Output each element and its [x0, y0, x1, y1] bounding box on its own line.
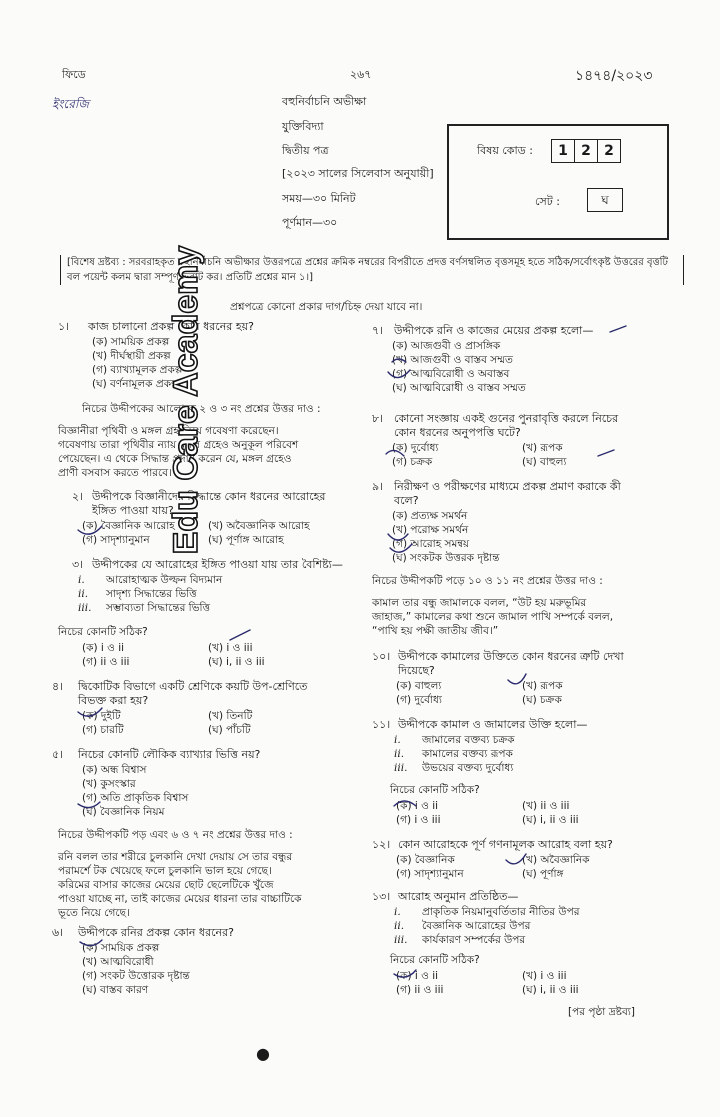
stimulus-line: পেয়েছেন। এ থেকে সিদ্ধান্ত প্রদান করেন যে, মঙ্গল গ্রহেও	[58, 453, 292, 465]
pen-circle-mark	[388, 534, 408, 540]
question-text: নিচের কোনটি লৌকিক ব্যাখ্যার ভিত্তি নয়?	[78, 748, 261, 761]
subject-name: যুক্তিবিদ্যা	[282, 120, 324, 133]
option-a: (ক) বৈজ্ঞানিক	[396, 854, 455, 866]
stimulus-title: নিচের উদ্দীপকটি পড়ে ১০ ও ১১ নং প্রশ্নের উত্তর দাও :	[372, 575, 603, 587]
question-text: কাজ চালানো প্রকল্প কোন ধরনের হয়?	[88, 320, 254, 333]
option-b: (খ) আত্মবিরোধী	[82, 956, 154, 968]
code-digit: 2	[574, 139, 598, 163]
option-c: (গ) ব্যাখ্যামূলক প্রকল্প	[92, 364, 183, 376]
option-d: (ঘ) বৈজ্ঞানিক নিয়ম	[82, 806, 165, 818]
question-number: ১।	[58, 320, 70, 333]
option-d: (ঘ) বাস্তব কারণ	[82, 984, 149, 996]
which-correct: নিচের কোনটি সঠিক?	[58, 626, 148, 638]
option-b: (খ) রূপক	[522, 680, 563, 692]
stimulus-line: বিজ্ঞানীরা পৃথিবী ও মঙ্গল গ্রহ নিয়ে গবেষণা করেছেন।	[58, 425, 279, 437]
pen-circle-mark	[394, 801, 416, 806]
option-c: (গ) সাদৃশ্যানুমান	[396, 868, 464, 880]
subject-code-label: বিষয় কোড :	[477, 144, 533, 157]
syllabus-note: [২০২৩ সালের সিলেবাস অনুযায়ী]	[282, 167, 434, 180]
option-c: (গ) ii ও iii	[396, 984, 444, 996]
option-a: (ক) আজগুবী ও প্রাসঙ্গিক	[392, 340, 501, 352]
question-number: ১০।	[372, 650, 391, 663]
option-a: (ক) বৈজ্ঞানিক আরোহ	[82, 520, 175, 532]
option-a: (ক) অন্ধ বিশ্বাস	[82, 764, 147, 776]
question-number: ৭।	[372, 324, 384, 337]
statement-number: i.	[394, 734, 401, 746]
option-b: (খ) দীর্ঘস্থায়ী প্রকল্প	[92, 350, 171, 362]
option-d: (ঘ) সংকটক উত্তরক দৃষ্টান্ত	[392, 552, 500, 564]
question-text: দ্বিকোটিক বিভাগে একটি শ্রেণিকে কয়টি উপ-শ্রেণিতে	[78, 680, 308, 693]
pen-circle-mark	[394, 970, 416, 977]
option-a: (ক) দুইটি	[82, 710, 121, 722]
statement: আরোহাত্মক উল্ফন বিদ্যমান	[106, 574, 223, 586]
question-text: কোনো সংজ্ঞায় একই গুনের পুনরাবৃত্তি করলে নিচের	[394, 412, 619, 425]
stimulus-line: পরামর্শে টক খেয়েছে ফলে চুলকানি ভাল হয়ে গেছে।	[58, 865, 272, 877]
question-number: ১২।	[372, 838, 391, 851]
statement-number: iii.	[394, 934, 408, 946]
pen-circle-mark	[388, 370, 410, 378]
option-a: (ক) দুর্বোধ্য	[392, 442, 439, 454]
option-c: (গ) i ও iii	[396, 814, 441, 826]
option-c: (গ) দুর্বোধ্য	[396, 694, 442, 706]
option-d: (ঘ) বর্ণনামূলক প্রকল্প	[92, 378, 179, 390]
question-text: নিরীক্ষণ ও পরীক্ষণের মাধ্যমে প্রকল্প প্রমাণ করাকে কী	[394, 480, 621, 493]
code-digit: 2	[597, 139, 621, 163]
question-text: উদ্দীপকে বিজ্ঞানীদের সিদ্ধান্তে কোন ধরনের আরোহের	[92, 490, 326, 503]
option-d: (ঘ) পাঁচটি	[208, 724, 251, 736]
question-text: ইঙ্গিত পাওয়া যায়?	[92, 504, 174, 517]
statement: জামালের বক্তব্য চক্রক	[422, 734, 515, 746]
question-text: আরোহ অনুমান প্রতিষ্ঠিত—	[398, 890, 519, 903]
question-text: উদ্দীপকে রনির প্রকল্প কোন ধরনের?	[78, 926, 235, 939]
question-number: ১১।	[372, 718, 391, 731]
statement-number: ii.	[394, 920, 405, 932]
stimulus-line: “পাখি হয় পক্ষী জাতীয় জীব।”	[372, 625, 499, 637]
option-c: (গ) আত্মবিরোধী ও অবাস্তব	[392, 368, 510, 380]
statement: কার্যকারণ সম্পর্কের উপর	[422, 934, 526, 946]
option-b: (খ) রূপক	[522, 442, 563, 454]
stimulus-line: করিমের বাসার কাজের মেয়ের ছোট ছেলেটিকে খুঁজে	[58, 879, 274, 891]
option-c: (গ) ii ও iii	[82, 656, 130, 668]
next-page-note: [পর পৃষ্ঠা দ্রষ্টব্য]	[568, 1006, 635, 1018]
which-correct: নিচের কোনটি সঠিক?	[390, 784, 480, 796]
question-text: দিয়েছে?	[398, 664, 435, 677]
time-limit: সময়—৩০ মিনিট	[282, 192, 356, 205]
option-b: (খ) অবৈজ্ঞানিক	[522, 854, 590, 866]
exam-code: ১৪৭৪/২০২৩	[575, 68, 653, 84]
page-center-number: ২৬৭	[350, 68, 372, 81]
which-correct: নিচের কোনটি সঠিক?	[390, 954, 480, 966]
stimulus-line: কামাল তার বন্ধু জামালকে বলল, “উট হয় মরুভূমির	[372, 597, 587, 609]
option-d: (ঘ) আত্মবিরোধী ও বাস্তব সম্মত	[392, 382, 526, 394]
pen-circle-mark	[392, 359, 406, 362]
option-d: (ঘ) i, ii ও iii	[208, 656, 265, 668]
statement-number: ii.	[394, 748, 405, 760]
option-d: (ঘ) বাহুল্য	[522, 456, 567, 468]
question-text: উদ্দীপকে রনি ও কাজের মেয়ের প্রকল্প হলো—	[394, 324, 594, 337]
statement: প্রাকৃতিক নিয়মানুবর্তিতার নীতির উপর	[422, 906, 580, 918]
statement-number: i.	[78, 574, 85, 586]
pen-circle-mark	[386, 450, 404, 456]
question-text: উদ্দীপকে কামাল ও জামালের উক্তি হলো—	[398, 718, 588, 731]
no-mark-warning: প্রশ্নপত্রে কোনো প্রকার দাগ/চিহ্ন দেয়া যাবে না।	[230, 301, 423, 313]
option-a: (ক) বাহুল্য	[396, 680, 442, 692]
question-number: ৪।	[52, 680, 64, 693]
pen-tick-mark	[610, 326, 626, 332]
option-d: (ঘ) পূর্ণাঙ্গ আরোহ	[208, 534, 284, 546]
option-c: (গ) সংকট উত্তোরক দৃষ্টান্ত	[82, 970, 190, 982]
question-text: কোন আরোহকে পূর্ণ গণনামূলক আরোহ বলা হয়?	[398, 838, 613, 851]
statement-number: iii.	[394, 762, 408, 774]
paper-name: দ্বিতীয় পত্র	[282, 144, 329, 157]
question-text: উদ্দীপকে কামালের উক্তিতে কোন ধরনের ত্রুটি দেখা	[398, 650, 624, 663]
pen-circle-mark	[78, 802, 100, 808]
option-d: (ঘ) পূর্ণাঙ্গ	[522, 868, 564, 880]
stimulus-line: জাহাজ,” কামালের কথা শুনে জামাল পাখি সম্পর্কে বলল,	[372, 611, 614, 623]
statement: সাদৃশ্য সিদ্ধান্তের ভিত্তি	[106, 588, 197, 600]
set-value: ঘ	[587, 188, 623, 212]
stimulus-title: নিচের উদ্দীপকটি পড় এবং ৬ ও ৭ নং প্রশ্নের উত্তর দাও :	[58, 829, 293, 841]
code-digit: 1	[551, 139, 575, 163]
statement: সম্ভাব্যতা সিদ্ধান্তের ভিত্তি	[106, 602, 211, 614]
special-note: [বিশেষ দ্রষ্টব্য : সরবরাহকৃত বহুনির্বাচনি অভীক্ষার উত্তরপত্রে প্রশ্নের ক্রমিক নম্বরের বিপরীতে প্রদত্ত বর্ণসম্বলিত বৃত্তসমূহ হতে সঠিক/সর্বোৎকৃষ্ট উত্তরের বৃত্তটি বল পয়েন্ট কলম দ্বারা সম্পূর্ণ ভরাট কর। প্রতিটি প্রশ্নের মান ১।]	[60, 255, 684, 285]
statement-number: ii.	[78, 588, 89, 600]
option-b: (খ) আজগুবী ও বাস্তব সম্মত	[392, 354, 513, 366]
option-d: (ঘ) i, ii ও iii	[522, 984, 579, 996]
statement: উভয়ের বক্তব্য দুর্বোধ্য	[422, 762, 514, 774]
stimulus-line: গবেষণায় তারা পৃথিবীর ন্যায় মঙ্গল গ্রহেও অনুকূল পরিবেশ	[58, 439, 299, 451]
question-text: উদ্দীপকের যে আরোহের ইঙ্গিত পাওয়া যায় তার বৈশিষ্ট্য—	[92, 558, 343, 571]
pen-tick-mark	[230, 630, 250, 640]
option-c: (গ) সাদৃশ্যানুমান	[82, 534, 150, 546]
pen-circle-mark	[506, 854, 526, 864]
ink-blot: ●	[256, 1044, 270, 1063]
option-a: (ক) সাময়িক প্রকল্প	[92, 336, 170, 348]
question-text: বিভক্ত করা হয়?	[78, 694, 149, 707]
pen-circle-mark	[78, 708, 102, 716]
option-b: (খ) i ও iii	[208, 642, 253, 654]
pen-circle-mark	[78, 526, 102, 534]
question-number: ৬।	[52, 926, 64, 939]
option-a: (ক) প্রত্যক্ষ সমর্থন	[392, 510, 468, 522]
question-number: ৯।	[372, 480, 384, 493]
watermark-label: Edu Care Academy	[167, 245, 205, 555]
question-number: ২।	[72, 490, 84, 503]
stimulus-line: প্রাণী বসবাস করতে পারবে।	[58, 467, 172, 479]
option-b: (খ) কুসংস্কার	[82, 778, 136, 790]
stimulus-title: নিচের উদ্দীপকের আলোকে ২ ও ৩ নং প্রশ্নের উত্তর দাও :	[82, 403, 321, 415]
pen-tick-mark	[598, 450, 614, 456]
option-b: (খ) i ও iii	[522, 970, 567, 982]
option-d: (ঘ) চক্রক	[522, 694, 562, 706]
option-a: (ক) i ও ii	[82, 642, 125, 654]
question-number: ৩।	[72, 558, 84, 571]
option-c: (গ) অতি প্রাকৃতিক বিশ্বাস	[82, 792, 189, 804]
question-number: ১৩।	[372, 890, 391, 903]
option-b: (খ) অবৈজ্ঞানিক আরোহ	[208, 520, 310, 532]
option-b: (খ) ii ও iii	[522, 800, 570, 812]
option-a: (ক) i ও ii	[396, 970, 439, 982]
statement-number: i.	[394, 906, 401, 918]
pen-circle-mark	[80, 940, 102, 946]
stimulus-line: পাওয়া যাচ্ছে না, তাই কাজের মেয়ের ধারনা তার বাচ্চাটিকে	[58, 893, 302, 905]
stimulus-line: ভূতে নিয়ে গেছে।	[58, 907, 130, 919]
option-c: (গ) চারটি	[82, 724, 124, 736]
option-b: (খ) পরোক্ষ সমর্থন	[392, 524, 469, 536]
statement: বৈজ্ঞানিক আরোহের উপর	[422, 920, 531, 932]
option-d: (ঘ) i, ii ও iii	[522, 814, 579, 826]
question-text: কোন ধরনের অনুপপত্তি ঘটে?	[394, 426, 521, 439]
statement: কামালের বক্তব্য রূপক	[422, 748, 513, 760]
pen-circle-mark	[390, 544, 412, 552]
stimulus-line: রনি বলল তার শরীরে চুলকানি দেখা দেয়ায় সে তার বন্ধুর	[58, 851, 293, 863]
option-b: (খ) তিনটি	[208, 710, 253, 722]
question-number: ৮।	[372, 412, 384, 425]
full-marks: পূর্ণমান—৩০	[282, 216, 338, 229]
option-a: (ক) i ও ii	[396, 800, 439, 812]
option-a: (ক) সাময়িক প্রকল্প	[82, 942, 160, 954]
question-number: ৫।	[52, 748, 64, 761]
pen-circle-mark	[508, 674, 526, 684]
set-label: সেট :	[535, 195, 560, 208]
option-c: (গ) আরোহ সমন্বয়	[392, 538, 470, 550]
handwritten-note: ইংরেজি	[52, 97, 89, 111]
statement-number: iii.	[78, 602, 92, 614]
corner-tag: ফিডে	[62, 68, 86, 81]
exam-title: বহুনির্বাচনি অভীক্ষা	[282, 95, 367, 108]
option-c: (গ) চক্রক	[392, 456, 433, 468]
question-text: বলে?	[394, 494, 419, 507]
